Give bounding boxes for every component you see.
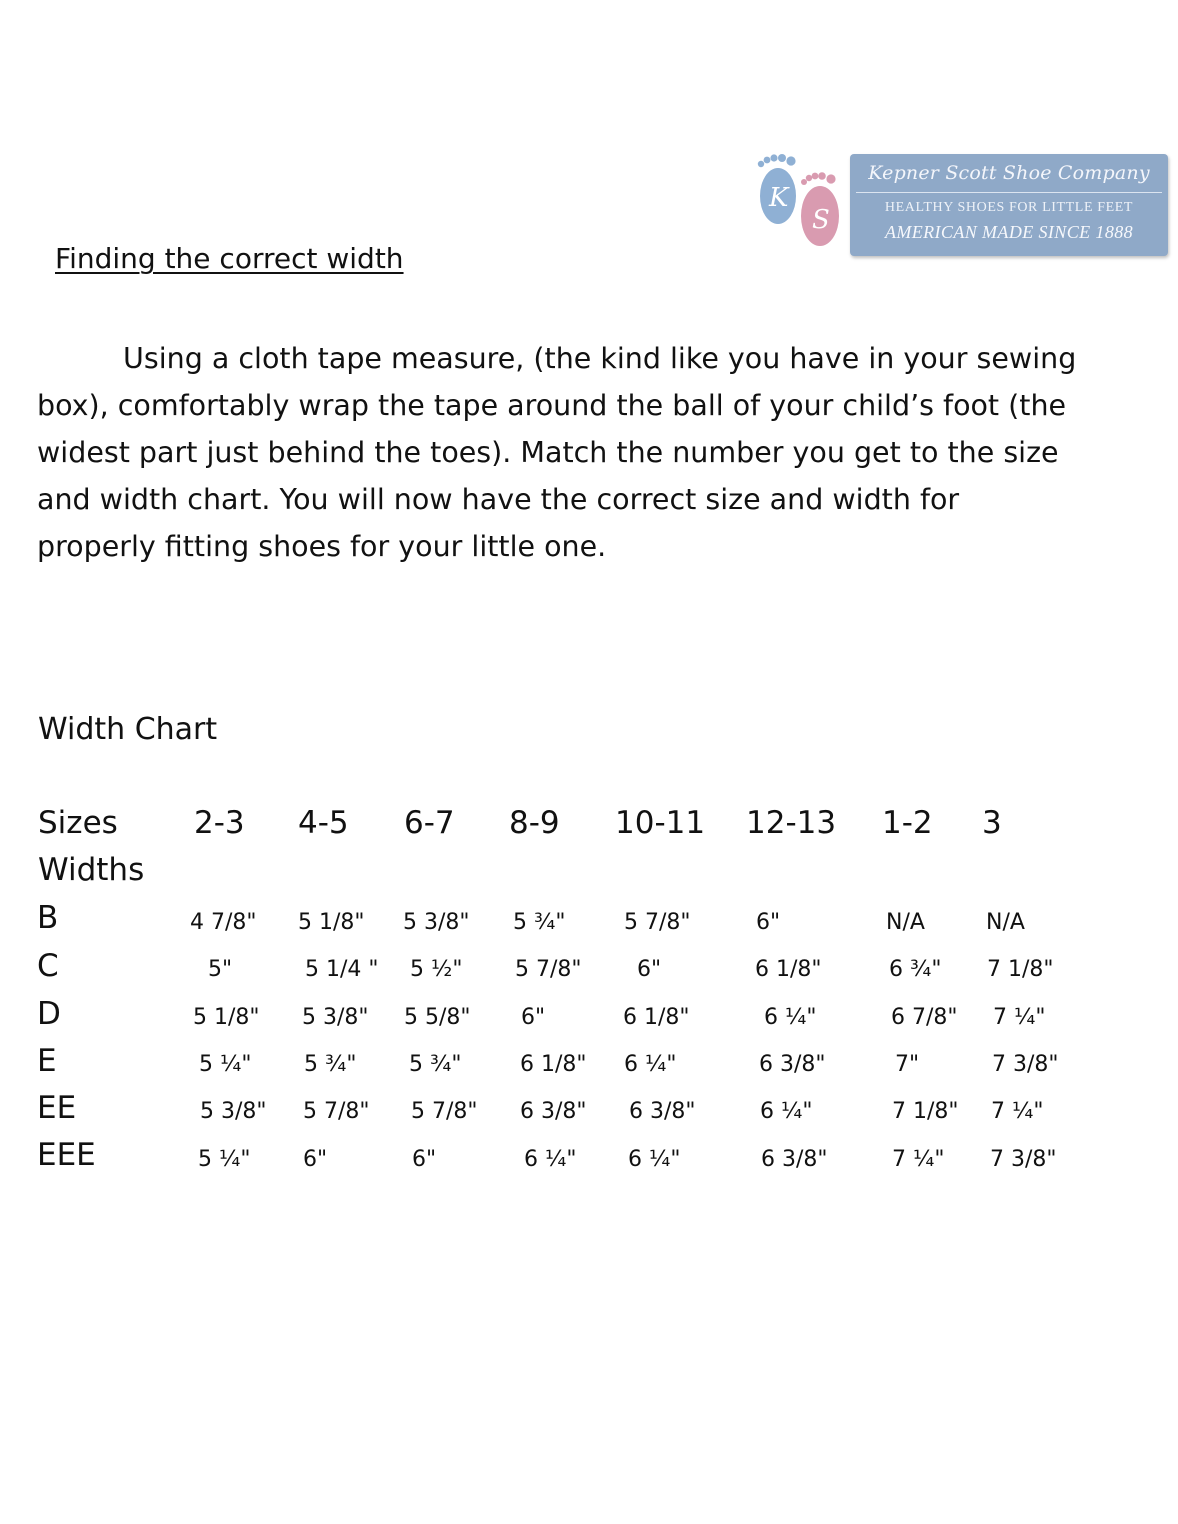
width-cell: 7 1/8" [892,1099,959,1124]
logo-since: AMERICAN MADE SINCE 1888 [884,222,1134,242]
baby-feet-icon [752,152,852,262]
size-header: 12-13 [746,805,837,841]
width-cell: 5 ¾" [409,1052,462,1077]
width-cell: 5 1/8" [298,910,365,935]
width-cell: 6 3/8" [759,1052,826,1077]
width-cell: 5 7/8" [411,1099,478,1124]
size-header: 1-2 [882,805,933,841]
width-cell: 5 ¾" [304,1052,357,1077]
width-cell: 7 1/8" [987,957,1054,982]
width-label: E [37,1043,57,1079]
width-label: C [37,948,59,984]
width-cell: 5 3/8" [403,910,470,935]
width-cell: 5" [208,957,233,982]
width-cell: 6 1/8" [623,1005,690,1030]
width-cell: 7 3/8" [992,1052,1059,1077]
width-cell: 5 ¾" [513,910,566,935]
width-cell: 6 3/8" [629,1099,696,1124]
width-cell: 6" [521,1005,546,1030]
width-cell: N/A [986,910,1025,935]
width-cell: 6 ¼" [624,1052,677,1077]
logo-initial-s: S [812,205,830,235]
width-cell: 6 ¼" [764,1005,817,1030]
width-cell: 7 3/8" [990,1147,1057,1172]
widths-label: Widths [38,852,145,888]
instructions-line: widest part just behind the toes). Match the number you get to the size [37,436,1059,469]
width-label: EEE [37,1137,96,1173]
logo-company-name: Kepner Scott Shoe Company [868,162,1150,184]
size-header: 8-9 [509,805,560,841]
width-cell: 5 7/8" [624,910,691,935]
width-cell: 5 1/4 " [305,957,379,982]
width-cell: 5 3/8" [200,1099,267,1124]
width-cell: 5 ½" [410,957,463,982]
width-cell: 6 3/8" [761,1147,828,1172]
width-cell: 6 ¼" [628,1147,681,1172]
size-header: 3 [982,805,1002,841]
width-cell: 5 ¼" [199,1052,252,1077]
width-cell: 5 3/8" [302,1005,369,1030]
size-header: 6-7 [404,805,455,841]
instructions-line: Using a cloth tape measure, (the kind like you have in your sewing [123,342,1077,375]
width-cell: 5 7/8" [515,957,582,982]
logo-banner [850,154,1168,256]
width-cell: 7 ¼" [991,1099,1044,1124]
width-cell: 6" [756,910,781,935]
size-header: 2-3 [194,805,245,841]
size-header: 4-5 [298,805,349,841]
instructions-line: properly fitting shoes for your little one. [37,530,607,563]
width-cell: 5 7/8" [303,1099,370,1124]
logo-tagline: HEALTHY SHOES FOR LITTLE FEET [884,200,1134,215]
width-cell: 6 ¼" [524,1147,577,1172]
page-heading: Finding the correct width [55,242,404,275]
logo-divider [856,192,1162,193]
width-cell: 6 1/8" [520,1052,587,1077]
size-header: 10-11 [615,805,706,841]
instructions-paragraph [37,335,1172,570]
width-cell: 6 3/8" [520,1099,587,1124]
width-cell: 6" [637,957,662,982]
instructions-line: box), comfortably wrap the tape around the ball of your child’s foot (the [37,389,1067,422]
width-cell: 6 1/8" [755,957,822,982]
width-cell: 6" [412,1147,437,1172]
width-cell: 5 1/8" [193,1005,260,1030]
width-cell: 6 ¼" [760,1099,813,1124]
company-logo [752,152,1172,262]
width-cell: 7" [895,1052,920,1077]
width-label: B [37,900,59,936]
width-cell: 7 ¼" [993,1005,1046,1030]
sizes-label: Sizes [38,805,118,841]
width-cell: 5 ¼" [198,1147,251,1172]
width-label: D [37,996,61,1032]
chart-title: Width Chart [38,712,218,747]
width-cell: 7 ¼" [892,1147,945,1172]
instructions-line: and width chart. You will now have the correct size and width for [37,483,960,516]
width-cell: 4 7/8" [190,910,257,935]
logo-initial-k: K [769,183,789,213]
width-cell: 6 ¾" [889,957,942,982]
width-cell: N/A [886,910,925,935]
width-label: EE [37,1090,77,1126]
width-cell: 5 5/8" [404,1005,471,1030]
width-cell: 6 7/8" [891,1005,958,1030]
width-cell: 6" [303,1147,328,1172]
